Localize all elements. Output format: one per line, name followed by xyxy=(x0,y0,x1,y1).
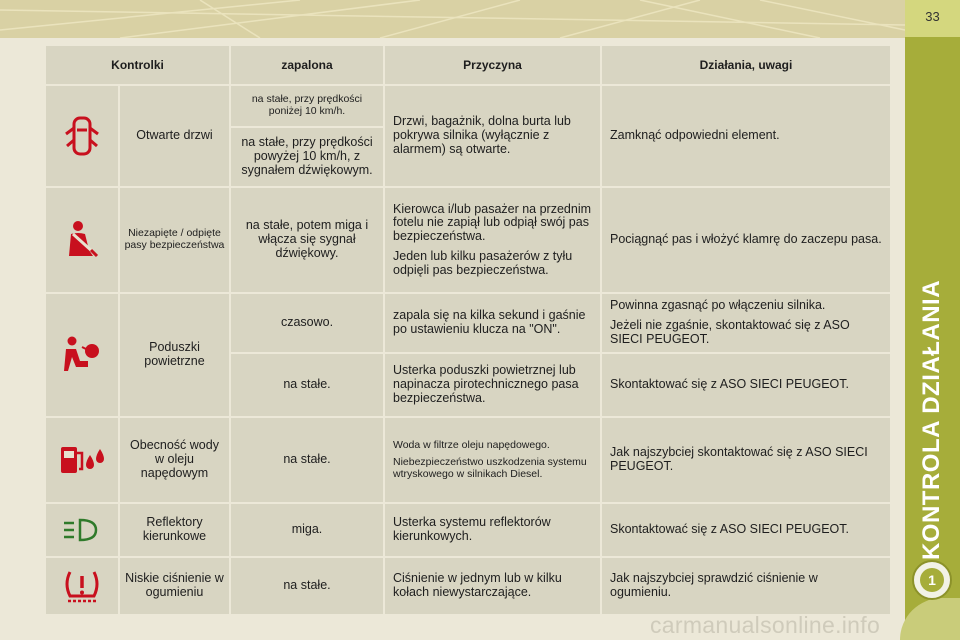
tyre-pressure-icon xyxy=(46,558,118,614)
cause-cell xyxy=(385,188,600,292)
action-cell: Skontaktować się z ASO SIECI PEUGEOT. xyxy=(602,354,890,416)
cause-cell: Usterka systemu reflektorów kierunkowych. xyxy=(385,504,600,556)
page-number: 33 xyxy=(925,9,940,24)
chapter-number: 1 xyxy=(920,568,944,592)
top-decor-band xyxy=(0,0,905,38)
action-cell: Skontaktować się z ASO SIECI PEUGEOT. xyxy=(602,504,890,556)
seatbelt-icon xyxy=(46,188,118,292)
action-cell: Jak najszybciej skontaktować się z ASO SIECI PEUGEOT. xyxy=(602,418,890,502)
status-cell: na stałe. xyxy=(231,558,383,614)
status-cell: na stałe, przy prędkości poniżej 10 km/h. xyxy=(231,86,383,126)
table-row xyxy=(46,86,890,126)
status-cell: na stałe. xyxy=(231,354,383,416)
cause-line: Woda w filtrze oleju napędowego. xyxy=(393,438,550,451)
cause-line: Kierowca i/lub pasażer na przednim fotelu nie zapiął lub odpiął swój pas bezpieczeństwa. xyxy=(393,201,592,244)
action-line: Powinna zgasnąć po włączeniu silnika. xyxy=(610,298,826,313)
warning-lights-table xyxy=(44,44,892,616)
action-cell: Jak najszybciej sprawdzić ciśnienie w ogumieniu. xyxy=(602,558,890,614)
status-cell: na stałe, potem miga i włącza się sygnał dźwiękowy. xyxy=(231,188,383,292)
cause-line: Jeden lub kilku pasażerów z tyłu odpięli pas bezpieczeństwa. xyxy=(393,248,573,277)
cause-cell: Ciśnienie w jednym lub w kilku kołach niewystarczające. xyxy=(385,558,600,614)
col-header-cause: Przyczyna xyxy=(385,46,600,84)
action-line: Jeżeli nie zgaśnie, skontaktować się z ASO SIECI PEUGEOT. xyxy=(610,318,850,346)
table-row xyxy=(46,418,890,502)
light-label: Niezapięte / odpięte pasy bezpieczeństwa xyxy=(120,188,229,292)
decor-lines xyxy=(0,0,905,38)
status-cell: miga. xyxy=(231,504,383,556)
headlamp-fault-icon xyxy=(46,504,118,556)
cause-cell: Drzwi, bagażnik, dolna burta lub pokrywa silnika (wyłącznie z alarmem) są otwarte. xyxy=(385,86,600,186)
col-header-lights: Kontrolki xyxy=(46,46,229,84)
light-label: Poduszki powietrzne xyxy=(120,294,229,416)
col-header-action: Działania, uwagi xyxy=(602,46,890,84)
status-cell: na stałe, przy prędkości powyżej 10 km/h, z sygnałem dźwiękowym. xyxy=(231,128,383,186)
table-row xyxy=(46,504,890,556)
table-row xyxy=(46,558,890,614)
table-row xyxy=(46,188,890,292)
chapter-badge xyxy=(912,560,952,600)
door-open-icon xyxy=(46,86,118,186)
action-cell: Pociągnąć pas i włożyć klamrę do zaczepu pasa. xyxy=(602,188,890,292)
action-cell: Zamknąć odpowiedni element. xyxy=(602,86,890,186)
cause-cell: zapala się na kilka sekund i gaśnie po ustawieniu klucza na "ON". xyxy=(385,294,600,352)
light-label: Obecność wody w oleju napędowym xyxy=(120,418,229,502)
status-cell: na stałe. xyxy=(231,418,383,502)
table-header-row xyxy=(46,46,890,84)
cause-cell: Usterka poduszki powietrznej lub napinacza pirotechnicznego pasa bezpieczeństwa. xyxy=(385,354,600,416)
light-label: Otwarte drzwi xyxy=(120,86,229,186)
action-cell xyxy=(602,294,890,352)
cause-line: Niebezpieczeństwo uszkodzenia systemu wtryskowego w silnikach Diesel. xyxy=(393,456,587,480)
light-label: Niskie ciśnienie w ogumieniu xyxy=(120,558,229,614)
section-title: KONTROLA DZIAŁANIA xyxy=(918,279,945,561)
status-cell: czasowo. xyxy=(231,294,383,352)
light-label: Reflektory kierunkowe xyxy=(120,504,229,556)
airbag-icon xyxy=(46,294,118,416)
watermark: carmanualsonline.info xyxy=(650,612,881,638)
table-row xyxy=(46,294,890,352)
water-in-diesel-icon xyxy=(46,418,118,502)
col-header-status: zapalona xyxy=(231,46,383,84)
cause-cell xyxy=(385,418,600,502)
